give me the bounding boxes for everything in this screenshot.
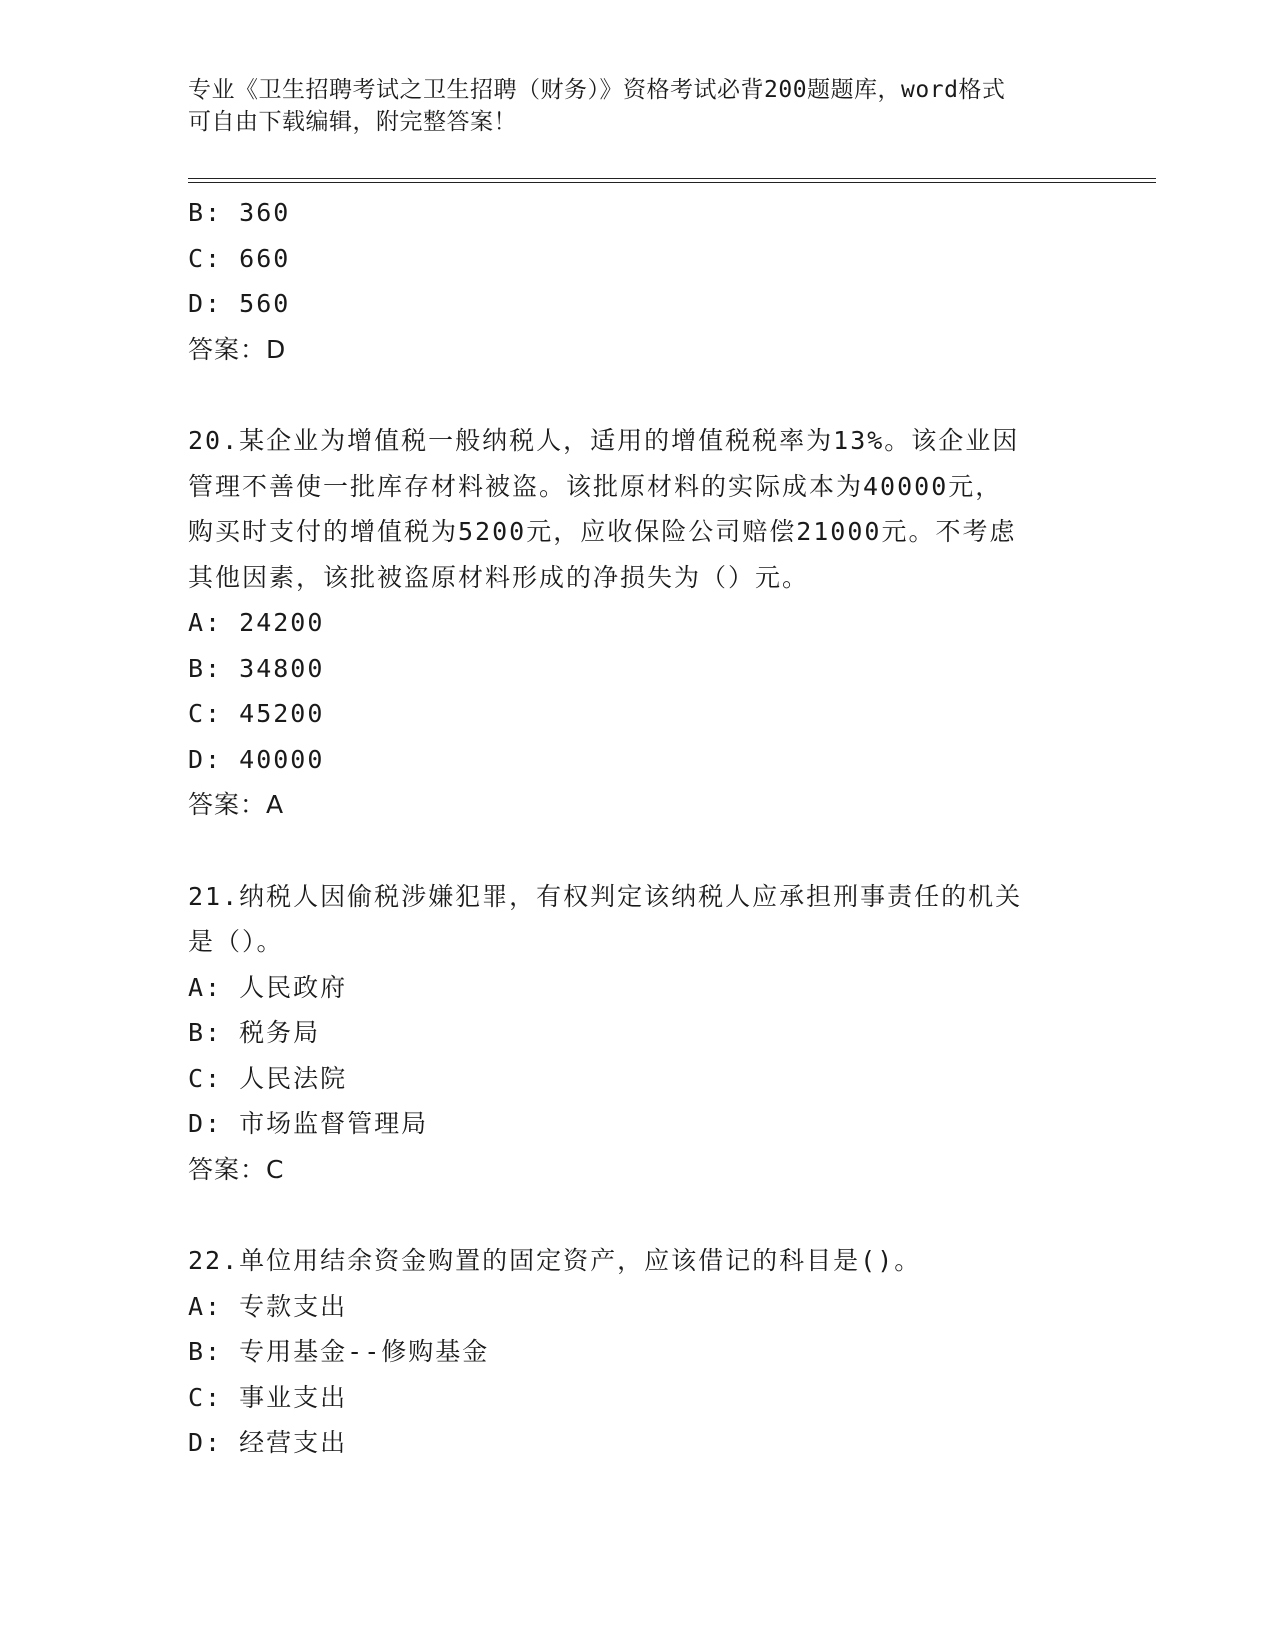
option-a: A: 24200 xyxy=(188,608,325,637)
option-d: D: 经营支出 xyxy=(188,1428,348,1457)
header-divider-bottom xyxy=(188,182,1156,183)
option-b: B: 34800 xyxy=(188,653,325,683)
option-b: B: 专用基金--修购基金 xyxy=(188,1337,490,1366)
answer-label: 答案：A xyxy=(188,790,285,819)
answer-label: 答案：D xyxy=(188,334,287,364)
option-a: A: 人民政府 xyxy=(188,972,348,1002)
question-text-line: 20.某企业为增值税一般纳税人，适用的增值税税率为13%。该企业因 xyxy=(188,426,1020,455)
option-c: C: 660 xyxy=(188,243,291,273)
header-line-1: 专业《卫生招聘考试之卫生招聘（财务）》资格考试必背200题题库，word格式 xyxy=(188,77,1006,103)
question-text-line: 购买时支付的增值税为5200元，应收保险公司赔偿21000元。不考虑 xyxy=(188,517,1017,546)
option-b: B: 360 xyxy=(188,198,291,227)
answer-label: 答案：C xyxy=(188,1154,285,1184)
question-text-line: 21.纳税人因偷税涉嫌犯罪，有权判定该纳税人应承担刑事责任的机关 xyxy=(188,881,1023,911)
option-a: A: 专款支出 xyxy=(188,1291,348,1321)
option-c: C: 45200 xyxy=(188,699,325,728)
option-d: D: 市场监督管理局 xyxy=(188,1109,429,1138)
page-header xyxy=(188,74,1088,138)
option-c: C: 事业支出 xyxy=(188,1382,348,1412)
question-22 xyxy=(188,1238,1108,1466)
option-b: B: 税务局 xyxy=(188,1018,321,1047)
option-c: C: 人民法院 xyxy=(188,1063,348,1093)
question-19-continuation xyxy=(188,190,1108,372)
question-text-line: 管理不善使一批库存材料被盗。该批原材料的实际成本为40000元， xyxy=(188,471,1003,501)
spacer xyxy=(188,372,1108,418)
spacer xyxy=(188,828,1108,874)
question-21 xyxy=(188,874,1108,1193)
question-list xyxy=(188,190,1108,1466)
question-text-line: 其他因素，该批被盗原材料形成的净损失为（）元。 xyxy=(188,562,810,592)
header-line-2: 可自由下载编辑，附完整答案！ xyxy=(188,109,517,135)
spacer xyxy=(188,1192,1108,1238)
option-d: D: 560 xyxy=(188,289,291,318)
question-20 xyxy=(188,418,1108,828)
question-text-line: 22.单位用结余资金购置的固定资产，应该借记的科目是()。 xyxy=(188,1246,922,1275)
header-divider-top xyxy=(188,178,1156,179)
question-text-line: 是（）。 xyxy=(188,927,284,956)
option-d: D: 40000 xyxy=(188,744,325,774)
